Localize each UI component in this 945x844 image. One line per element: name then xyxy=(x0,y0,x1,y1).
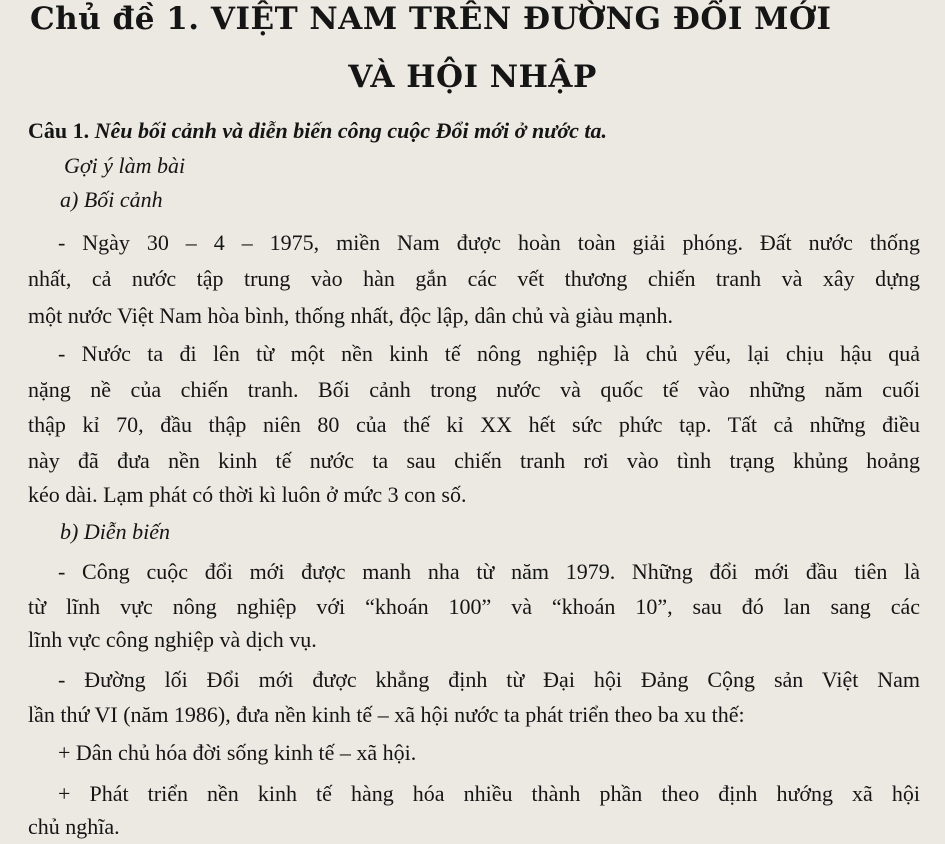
paragraph-line: lĩnh vực công nghiệp và dịch vụ. xyxy=(28,627,317,652)
paragraph-line: lần thứ VI (năm 1986), đưa nền kinh tế – xã hội nước ta phát triển theo ba xu thế: xyxy=(28,702,745,727)
chapter-title-line-2: VÀ HỘI NHẬP xyxy=(348,59,597,95)
question-text: Nêu bối cảnh và diễn biến công cuộc Đổi mới ở nước ta. xyxy=(94,118,608,143)
chapter-title-line-1: Chủ đề 1. VIỆT NAM TRÊN ĐƯỜNG ĐỔI MỚI xyxy=(30,1,832,37)
paragraph-line: thập kỉ 70, đầu thập niên 80 của thế kỉ XX hết sức phức tạp. Tất cả những điều xyxy=(28,412,920,437)
answer-guide-heading: Gợi ý làm bài xyxy=(64,153,186,178)
trend-item: + Dân chủ hóa đời sống kinh tế – xã hội. xyxy=(58,740,417,765)
trend-item-continuation: chủ nghĩa. xyxy=(28,814,120,839)
section-a-heading: a) Bối cảnh xyxy=(60,187,163,212)
section-b-heading: b) Diễn biến xyxy=(60,519,170,544)
question-heading xyxy=(28,116,890,145)
paragraph-line: - Công cuộc đổi mới được manh nha từ năm 1979. Những đổi mới đầu tiên là xyxy=(58,559,920,584)
paragraph-line: từ lĩnh vực nông nghiệp với “khoán 100” và “khoán 10”, sau đó lan sang các xyxy=(28,594,920,619)
question-label: Câu 1. xyxy=(28,118,90,143)
paragraph-line: - Ngày 30 – 4 – 1975, miền Nam được hoàn toàn giải phóng. Đất nước thống xyxy=(58,230,920,255)
paragraph-line: - Đường lối Đổi mới được khẳng định từ Đại hội Đảng Cộng sản Việt Nam xyxy=(58,667,920,692)
paragraph-line: một nước Việt Nam hòa bình, thống nhất, độc lập, dân chủ và giàu mạnh. xyxy=(28,303,674,328)
paragraph-line: nhất, cả nước tập trung vào hàn gắn các vết thương chiến tranh và xây dựng xyxy=(28,266,920,291)
paragraph-line: kéo dài. Lạm phát có thời kì luôn ở mức 3 con số. xyxy=(28,482,467,507)
paragraph-line: - Nước ta đi lên từ một nền kinh tế nông nghiệp là chủ yếu, lại chịu hậu quả xyxy=(58,341,920,366)
paragraph-line: này đã đưa nền kinh tế nước ta sau chiến tranh rơi vào tình trạng khủng hoảng xyxy=(28,448,920,473)
trend-item: + Phát triển nền kinh tế hàng hóa nhiều thành phần theo định hướng xã hội xyxy=(58,781,920,806)
paragraph-line: nặng nề của chiến tranh. Bối cảnh trong nước và quốc tế vào những năm cuối xyxy=(28,377,920,402)
